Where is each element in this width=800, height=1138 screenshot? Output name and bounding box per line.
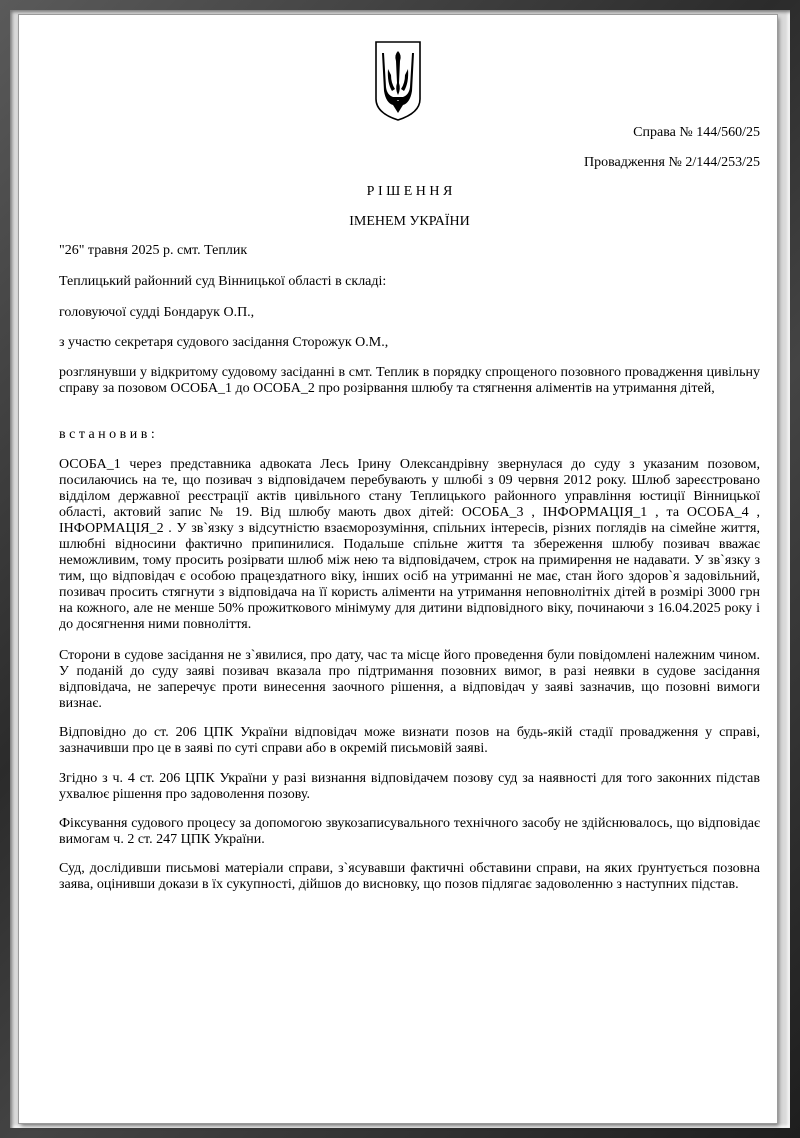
established-heading: в с т а н о в и в : <box>59 427 155 442</box>
paragraph-parties: Сторони в судове засідання не з`явилися, про дату, час та місце його проведення були повідомлені належним чином. У поданій до суду заяві позивач вказала про підтримання позовних вимог, в разі неявки в судове засідання відповідача, не заперечує проти винесення заочного рішення, а відповідач у заяві зазначив, що позовні вимоги визнає. <box>59 648 760 711</box>
date-place: "26" травня 2025 р. смт. Теплик <box>59 243 248 258</box>
document-page <box>19 15 777 1123</box>
paragraph-recording: Фіксування судового процесу за допомогою звукозаписувального технічного засобу не здійснювалось, що відповідає вимогам ч. 2 ст. 247 ЦПК України. <box>59 816 760 847</box>
decision-title: Р І Ш Е Н Н Я <box>366 184 453 199</box>
in-name-of-ukraine: ІМЕНЕМ УКРАЇНИ <box>349 214 470 229</box>
paragraph-art-206-4: Згідно з ч. 4 ст. 206 ЦПК України у разі визнання відповідачем позову суд за наявності для того законних підстав ухвалює рішення про задоволення позову. <box>59 771 760 802</box>
ukraine-trident-emblem-icon <box>373 39 423 123</box>
paragraph-art-206: Відповідно до ст. 206 ЦПК України відповідач може визнати позов на будь-якій стадії провадження у справі, зазначивши про це в заяві по суті справи або в окремій письмовій заяві. <box>59 725 760 756</box>
case-number: Справа № 144/560/25 <box>633 125 760 140</box>
paragraph-claim: ОСОБА_1 через представника адвоката Лесь Ірину Олександрівну звернулася до суду з указаним позовом, посилаючись на те, що позивач з відповідачем перебувають у шлюбі з 09 червня 2012 року. Шлюб зареєстровано відділом державної реєстрації актів цивільного стану Теплицького районного управління юстиції Вінницької області, актовий запис № 19. Від шлюбу мають двох дітей: ОСОБА_3 , ІНФОРМАЦІЯ_1 , та ОСОБА_4 , ІНФОРМАЦІЯ_2 . У зв`язку з відсутністю взаєморозуміння, спільних інтересів, різних поглядів на сімейне життя, шлюбні відносини фактично припинилися. Подальше спільне життя та збереження шлюбу позивач вважає неможливим, тому просить розірвати шлюб між нею та відповідачем, строк на примирення не надавати. У зв`язку з тим, що відповідач є особою працездатного віку, інших осіб на утриманні не має, стан його здоров`я задовільний, позивач просить стягнути з відповідача на її користь аліменти на утримання неповнолітніх дітей в розмірі 3000 грн на кожного, але не менше 50% прожиткового мінімуму для дитини відповідного віку, починаючи з 16.04.2025 року і до досягнення ними повноліття. <box>59 457 760 632</box>
proceeding-number: Провадження № 2/144/253/25 <box>583 155 760 170</box>
court-composition: Теплицький районний суд Вінницької області в складі: <box>59 274 387 289</box>
paragraph-conclusion: Суд, дослідивши письмові матеріали справи, з`ясувавши фактичні обставини справи, на яких ґрунтується позовна заява, оцінивши докази в їх сукупності, дійшов до висновку, що позов підлягає задоволенню з наступних підстав. <box>59 861 760 892</box>
court-secretary: з участю секретаря судового засідання Сторожук О.М., <box>59 335 389 350</box>
presiding-judge: головуючої судді Бондарук О.П., <box>59 305 255 320</box>
considered-clause: розглянувши у відкритому судовому засіданні в смт. Теплик в порядку спрощеного позовного провадження цивільну справу за позовом ОСОБА_1 до ОСОБА_2 про розірвання шлюбу та стягнення аліментів на утримання дітей, <box>59 365 760 396</box>
